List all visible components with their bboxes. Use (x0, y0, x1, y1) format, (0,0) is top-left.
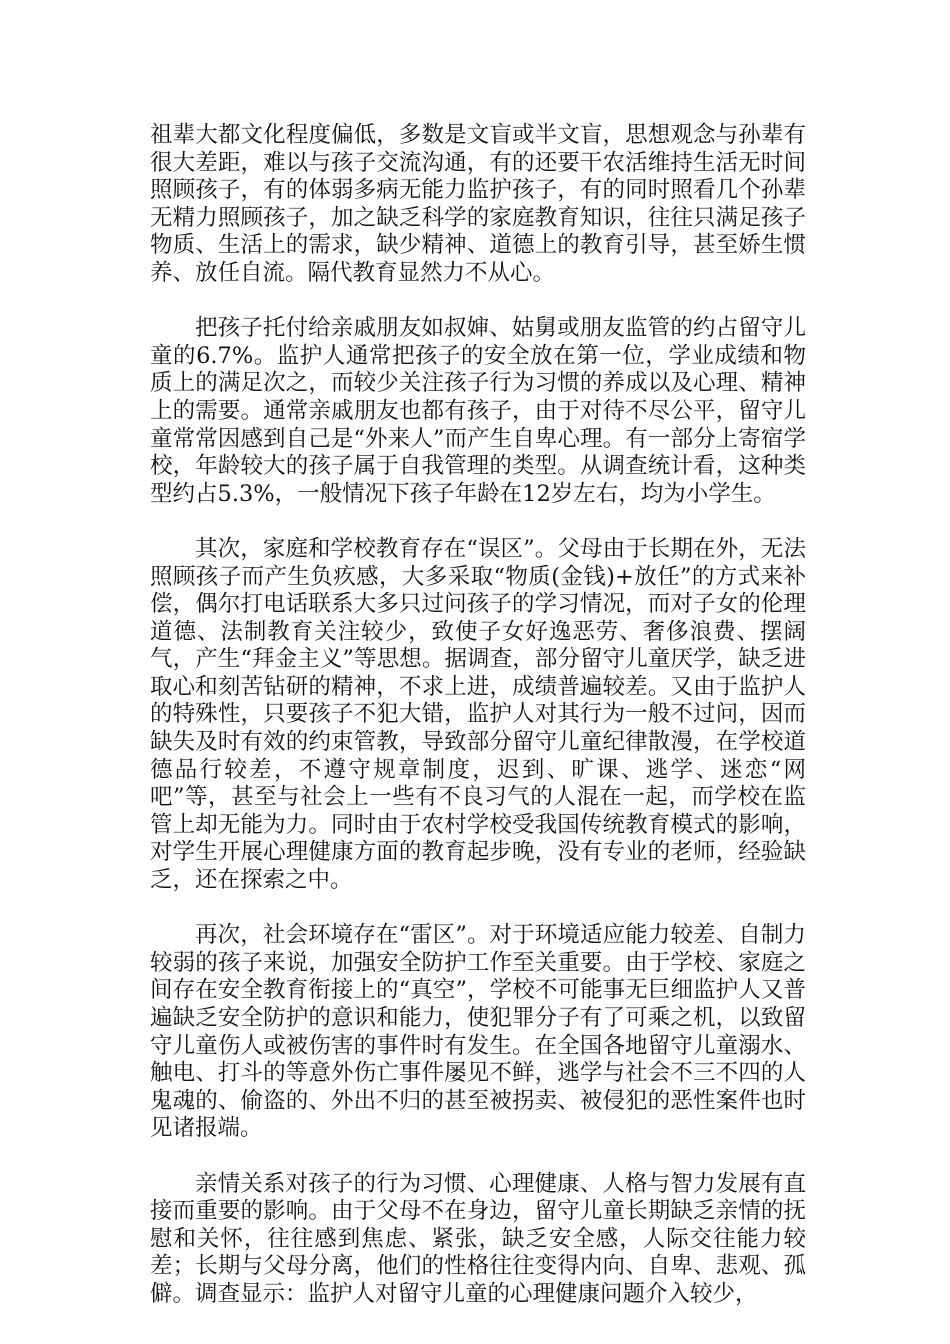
document-body (150, 122, 806, 1309)
paragraph-relatives-guardianship: 把孩子托付给亲戚朋友如叔婶、姑舅或朋友监管的约占留守儿童的6.7%。监护人通常把孩子的安全放在第一位，学业成绩和物质上的满足次之，而较少关注孩子行为习惯的养成以及心理、精神上的需要。通常亲戚朋友也都有孩子，由于对待不尽公平，留守儿童常常因感到自己是“外来人”而产生自卑心理。有一部分上寄宿学校，年龄较大的孩子属于自我管理的类型。从调查统计看，这种类型约占5.3%，一般情况下孩子年龄在12岁左右，均为小学生。 (150, 315, 806, 507)
paragraph-grandparent-education: 祖辈大都文化程度偏低，多数是文盲或半文盲，思想观念与孙辈有很大差距，难以与孩子交流沟通，有的还要干农活维持生活无时间照顾孩子，有的体弱多病无能力监护孩子，有的同时照看几个孙辈无精力照顾孩子，加之缺乏科学的家庭教育知识，往往只满足孩子物质、生活上的需求，缺少精神、道德上的教育引导，甚至娇生惯养、放任自流。隔代教育显然力不从心。 (150, 122, 806, 286)
paragraph-family-affection: 亲情关系对孩子的行为习惯、心理健康、人格与智力发展有直接而重要的影响。由于父母不在身边，留守儿童长期缺乏亲情的抚慰和关怀，往往感到焦虑、紧张，缺乏安全感，人际交往能力较差；长期与父母分离，他们的性格往往变得内向、自卑、悲观、孤僻。调查显示：监护人对留守儿童的心理健康问题介入较少， (150, 1170, 806, 1307)
paragraph-family-school-misconceptions: 其次，家庭和学校教育存在“误区”。父母由于长期在外，无法照顾孩子而产生负疚感，大多采取“物质(金钱)+放任”的方式来补偿，偶尔打电话联系大多只过问孩子的学习情况，而对子女的伦理道德、法制教育关注较少，致使子女好逸恶劳、奢侈浪费、摆阔气，产生“拜金主义”等思想。据调查，部分留守儿童厌学，缺乏进取心和刻苦钻研的精神，不求上进，成绩普遍较差。又由于监护人的特殊性，只要孩子不犯大错，监护人对其行为一般不过问，因而缺失及时有效的约束管教，导致部分留守儿童纪律散漫，在学校道德品行较差，不遵守规章制度，迟到、旷课、逃学、迷恋“网吧”等，甚至与社会上一些有不良习气的人混在一起，而学校在监管上却无能为力。同时由于农村学校受我国传统教育模式的影响，对学生开展心理健康方面的教育起步晚，没有专业的老师，经验缺乏，还在探索之中。 (150, 535, 806, 894)
paragraph-social-environment: 再次，社会环境存在“雷区”。对于环境适应能力较差、自制力较弱的孩子来说，加强安全防护工作至关重要。由于学校、家庭之间存在安全教育衔接上的“真空”，学校不可能事无巨细监护人又普遍缺乏安全防护的意识和能力，使犯罪分子有了可乘之机，以致留守儿童伤人或被伤害的事件时有发生。在全国各地留守儿童溺水、触电、打斗的等意外伤亡事件屡见不鲜，逃学与社会不三不四的人鬼魂的、偷盗的、外出不归的甚至被拐卖、被侵犯的恶性案件也时见诸报端。 (150, 922, 806, 1142)
